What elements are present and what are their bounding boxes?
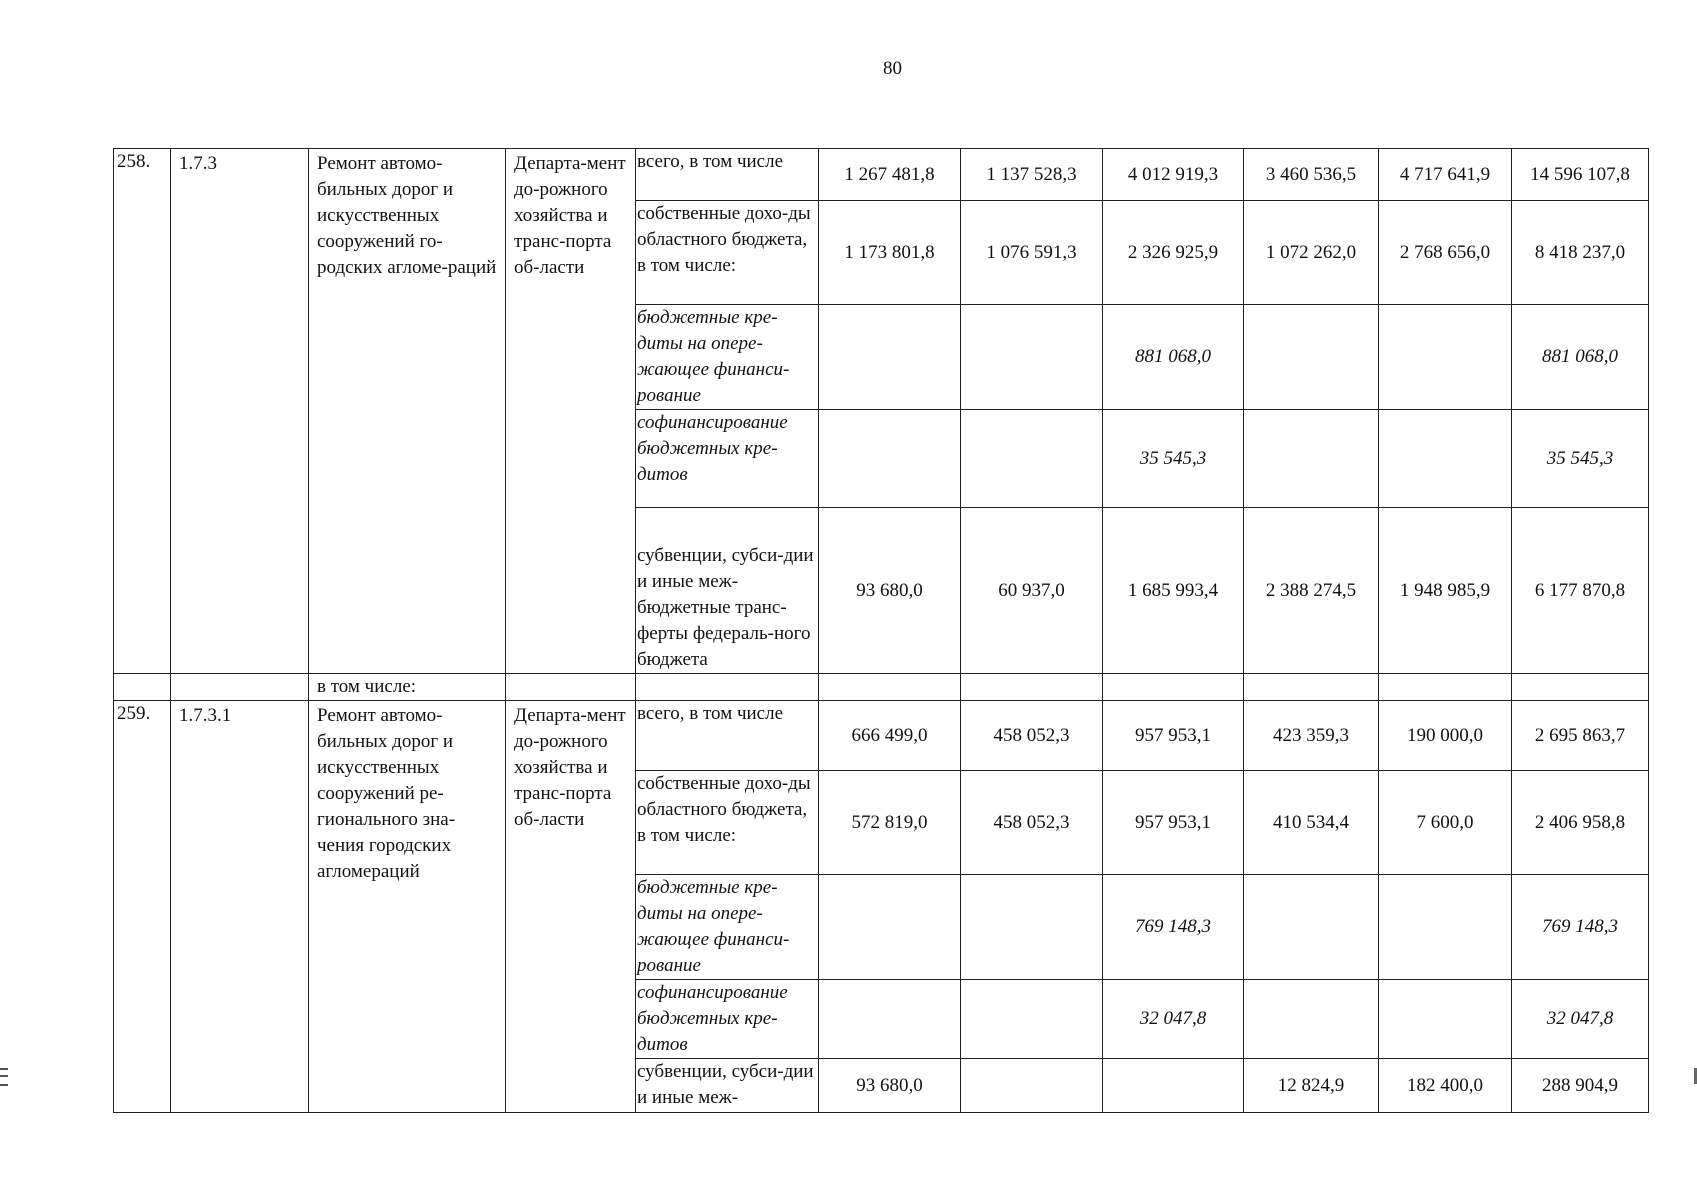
empty-cell: [1103, 674, 1244, 701]
value-cell: [819, 410, 961, 508]
value-cell: 288 904,9: [1512, 1059, 1649, 1113]
value-cell: [1103, 1059, 1244, 1113]
value-cell: [1244, 305, 1379, 410]
value-cell: 4 717 641,9: [1379, 149, 1512, 201]
empty-cell: [819, 674, 961, 701]
value-cell: 1 685 993,4: [1103, 508, 1244, 674]
funding-source: собственные дохо-ды областного бюджета, в том числе:: [636, 201, 819, 305]
value-cell: 93 680,0: [819, 508, 961, 674]
value-cell: 2 388 274,5: [1244, 508, 1379, 674]
funding-source: бюджетные кре-диты на опере-жающее финанси-рование: [636, 875, 819, 980]
value-cell: [1379, 875, 1512, 980]
value-cell: 957 953,1: [1103, 771, 1244, 875]
including-label: в том числе:: [309, 674, 506, 701]
table-row: [114, 701, 1649, 771]
value-cell: 957 953,1: [1103, 701, 1244, 771]
value-cell: 1 076 591,3: [961, 201, 1103, 305]
value-cell: [1244, 980, 1379, 1059]
value-cell: 1 948 985,9: [1379, 508, 1512, 674]
value-cell: 1 173 801,8: [819, 201, 961, 305]
value-cell: 12 824,9: [1244, 1059, 1379, 1113]
value-cell: 182 400,0: [1379, 1059, 1512, 1113]
value-cell: [961, 305, 1103, 410]
empty-cell: [506, 674, 636, 701]
value-cell: 35 545,3: [1512, 410, 1649, 508]
executor: Департа-мент до-рожного хозяйства и транс-порта об-ласти: [506, 701, 636, 1113]
value-cell: 881 068,0: [1512, 305, 1649, 410]
empty-cell: [636, 674, 819, 701]
value-cell: 1 267 481,8: [819, 149, 961, 201]
value-cell: [819, 875, 961, 980]
table-row: [114, 149, 1649, 201]
value-cell: 2 326 925,9: [1103, 201, 1244, 305]
value-cell: 2 406 958,8: [1512, 771, 1649, 875]
page-number: 80: [883, 58, 902, 79]
value-cell: [961, 410, 1103, 508]
value-cell: 7 600,0: [1379, 771, 1512, 875]
row-number: 258.: [114, 149, 171, 674]
value-cell: 458 052,3: [961, 701, 1103, 771]
value-cell: 8 418 237,0: [1512, 201, 1649, 305]
value-cell: 14 596 107,8: [1512, 149, 1649, 201]
value-cell: 4 012 919,3: [1103, 149, 1244, 201]
value-cell: [1379, 980, 1512, 1059]
value-cell: [1244, 410, 1379, 508]
measure-name: Ремонт автомо-бильных дорог и искусственных сооружений го-родских агломе-раций: [309, 149, 506, 674]
executor: Департа-мент до-рожного хозяйства и транс-порта об-ласти: [506, 149, 636, 674]
value-cell: 410 534,4: [1244, 771, 1379, 875]
empty-cell: [1512, 674, 1649, 701]
value-cell: 2 768 656,0: [1379, 201, 1512, 305]
row-number: 259.: [114, 701, 171, 1113]
funding-source: субвенции, субси-дии и иные меж-: [636, 1059, 819, 1113]
measure-name: Ремонт автомо-бильных дорог и искусственных сооружений ре-гионального зна-чения городских агломераций: [309, 701, 506, 1113]
value-cell: 769 148,3: [1512, 875, 1649, 980]
value-cell: 769 148,3: [1103, 875, 1244, 980]
value-cell: [1244, 875, 1379, 980]
funding-source: софинансирование бюджетных кре-дитов: [636, 980, 819, 1059]
value-cell: 1 137 528,3: [961, 149, 1103, 201]
funding-source: собственные дохо-ды областного бюджета, в том числе:: [636, 771, 819, 875]
value-cell: 93 680,0: [819, 1059, 961, 1113]
row-code: 1.7.3: [171, 149, 309, 674]
value-cell: 1 072 262,0: [1244, 201, 1379, 305]
funding-source: субвенции, субси-дии и иные меж-бюджетные транс-ферты федераль-ного бюджета: [636, 508, 819, 674]
table-row: [114, 674, 1649, 701]
value-cell: [1379, 410, 1512, 508]
value-cell: 32 047,8: [1103, 980, 1244, 1059]
empty-cell: [961, 674, 1103, 701]
row-code: 1.7.3.1: [171, 701, 309, 1113]
value-cell: [961, 875, 1103, 980]
value-cell: 3 460 536,5: [1244, 149, 1379, 201]
value-cell: [1379, 305, 1512, 410]
value-cell: 572 819,0: [819, 771, 961, 875]
value-cell: 666 499,0: [819, 701, 961, 771]
value-cell: 881 068,0: [1103, 305, 1244, 410]
budget-table: [113, 148, 1649, 1113]
empty-cell: [1379, 674, 1512, 701]
funding-source: всего, в том числе: [636, 701, 819, 771]
empty-cell: [1244, 674, 1379, 701]
value-cell: 6 177 870,8: [1512, 508, 1649, 674]
funding-source: бюджетные кре-диты на опере-жающее финанси-рование: [636, 305, 819, 410]
binding-mark-left: [0, 1068, 8, 1086]
value-cell: 60 937,0: [961, 508, 1103, 674]
value-cell: [819, 305, 961, 410]
funding-source: софинансирование бюджетных кре-дитов: [636, 410, 819, 508]
value-cell: [961, 980, 1103, 1059]
empty-cell: [114, 674, 171, 701]
value-cell: 423 359,3: [1244, 701, 1379, 771]
funding-source: всего, в том числе: [636, 149, 819, 201]
value-cell: 35 545,3: [1103, 410, 1244, 508]
value-cell: 458 052,3: [961, 771, 1103, 875]
value-cell: 32 047,8: [1512, 980, 1649, 1059]
empty-cell: [171, 674, 309, 701]
value-cell: 190 000,0: [1379, 701, 1512, 771]
value-cell: [961, 1059, 1103, 1113]
value-cell: 2 695 863,7: [1512, 701, 1649, 771]
value-cell: [819, 980, 961, 1059]
